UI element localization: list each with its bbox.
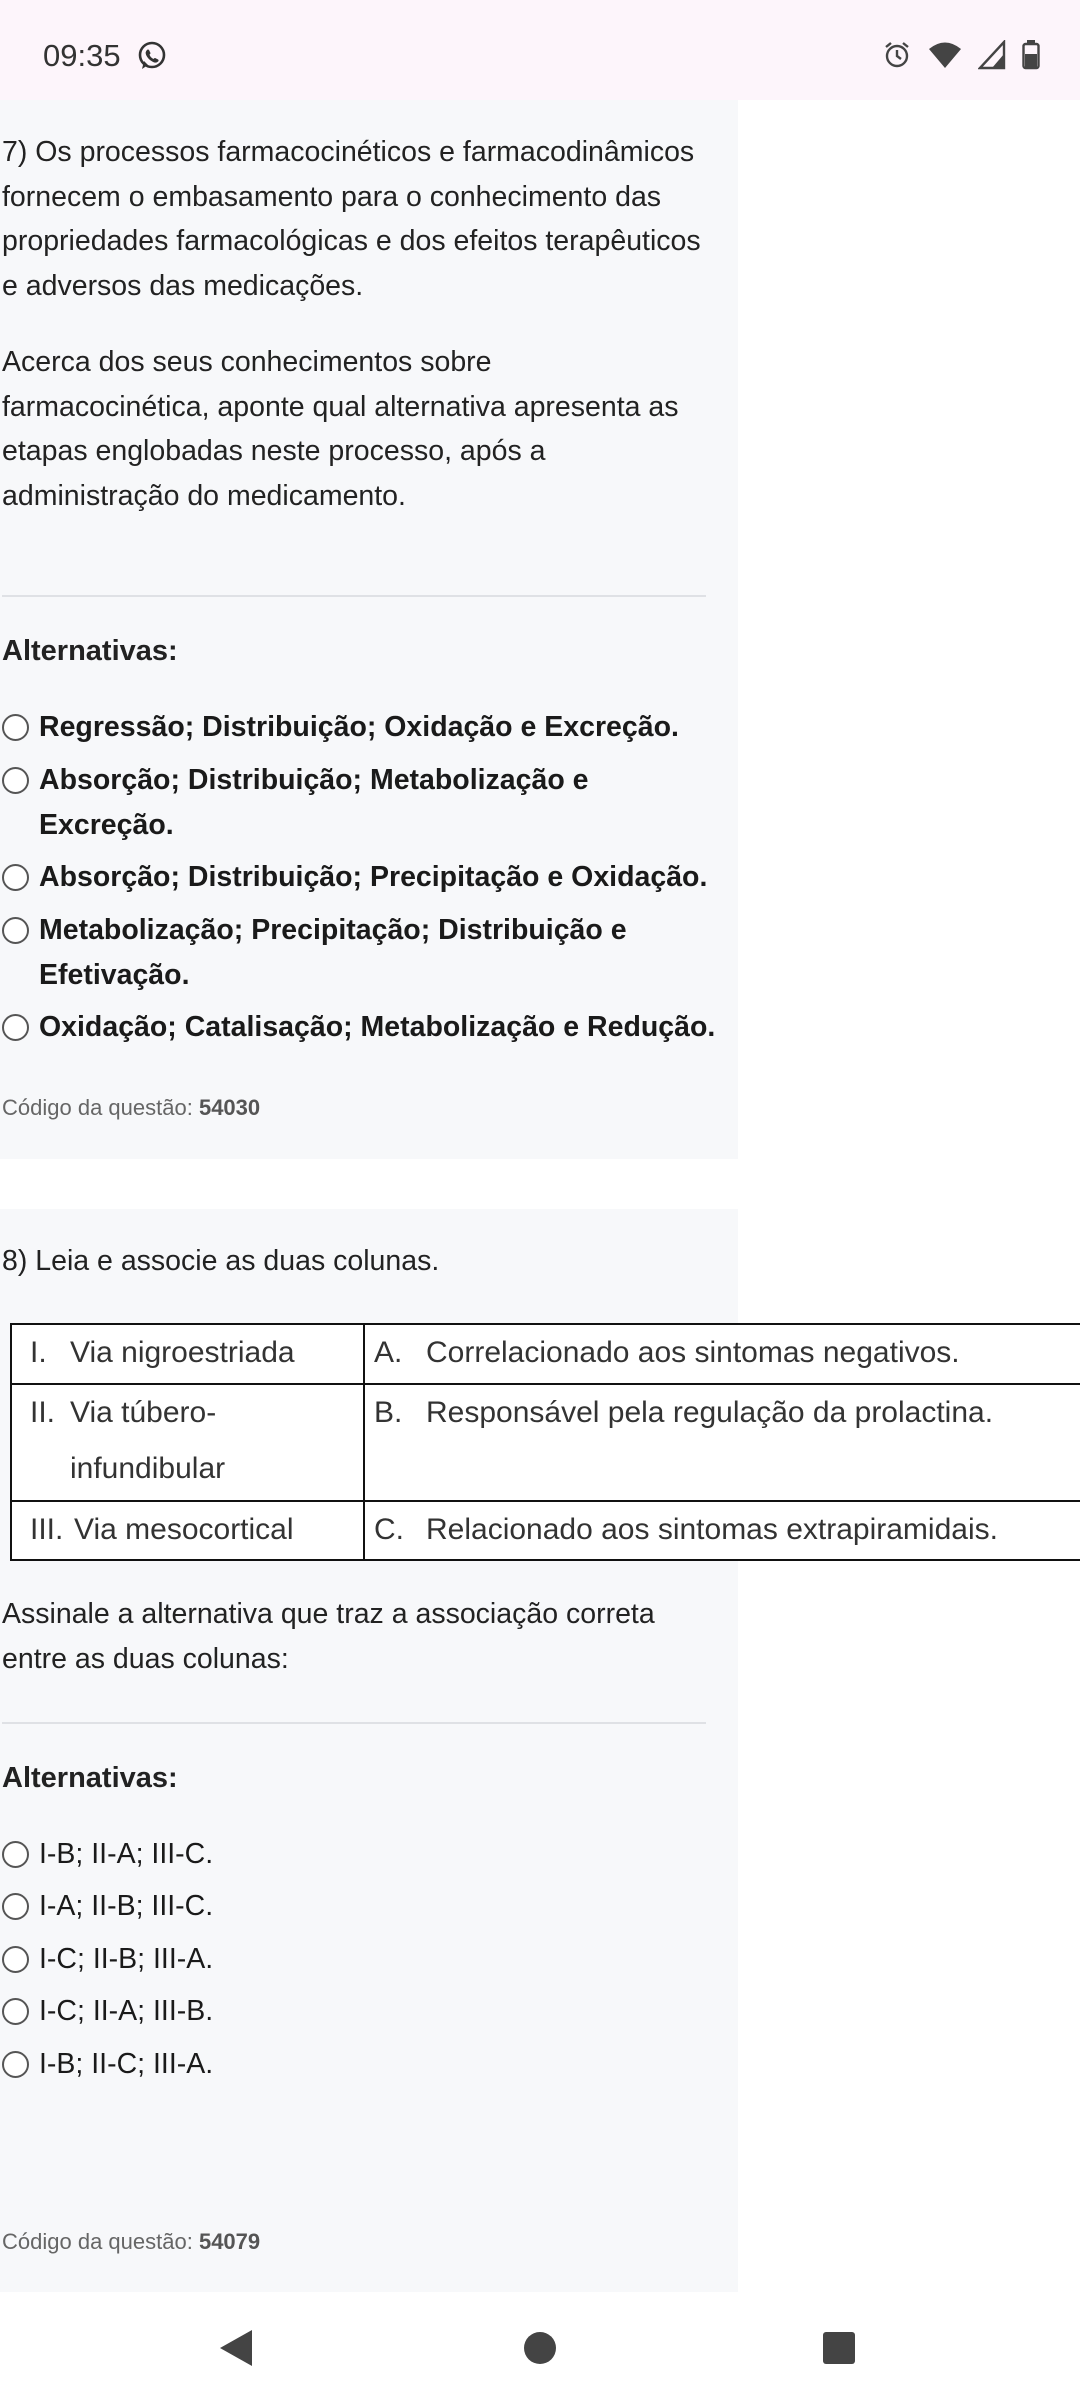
divider (2, 1722, 706, 1724)
home-icon[interactable] (522, 2330, 558, 2371)
page-content (0, 100, 1080, 2292)
option-label: Absorção; Distribuição; Metabolização e Excreção. (39, 764, 589, 841)
question-7-text: 7) Os processos farmacocinéticos e farmacodinâmicos fornecem o embasamento para o conhecimento das propriedades farmacológicas e dos efeitos terapêuticos e adversos das medicações. (2, 136, 701, 302)
right-cell-text: Relacionado aos sintomas extrapiramidais. (426, 1513, 998, 1546)
right-cell-letter: A. (374, 1336, 403, 1369)
right-cell-letter: C. (374, 1513, 404, 1546)
question-code-label: Código da questão: (2, 2229, 193, 2254)
option-7-a[interactable] (2, 705, 739, 750)
left-cell-num: III. (30, 1513, 64, 1546)
alternatives-title: Alternativas: (2, 1762, 178, 1794)
radio-button[interactable] (2, 917, 29, 944)
alternatives-title: Alternativas: (2, 635, 178, 667)
option-8-c[interactable] (2, 1937, 739, 1982)
option-7-d[interactable] (2, 908, 659, 998)
radio-button[interactable] (2, 1014, 29, 1041)
option-label: I-A; II-B; III-C. (39, 1890, 214, 1922)
option-8-e[interactable] (2, 2042, 739, 2087)
option-7-c[interactable] (2, 855, 739, 900)
navigation-bar (0, 2292, 1080, 2400)
whatsapp-icon (136, 40, 168, 77)
table-column-divider (363, 1325, 365, 1559)
left-cell-text: Via mesocortical (74, 1513, 294, 1546)
back-icon[interactable] (218, 2328, 256, 2373)
option-7-b[interactable] (2, 758, 599, 848)
question-8-prompt: Assinale a alternativa que traz a associação correta entre as duas colunas: (2, 1598, 655, 1675)
right-cell-text: Correlacionado aos sintomas negativos. (426, 1336, 960, 1369)
question-code-value: 54079 (198, 2229, 261, 2254)
left-cell-text: Via nigroestriada (70, 1336, 295, 1369)
option-label: Metabolização; Precipitação; Distribuição e Efetivação. (39, 914, 627, 991)
left-cell-num: I. (30, 1336, 47, 1369)
association-table (10, 1323, 1080, 1561)
question-8-text: 8) Leia e associe as duas colunas. (2, 1245, 440, 1277)
option-label: Absorção; Distribuição; Precipitação e Oxidação. (39, 861, 708, 893)
option-label: I-B; II-C; III-A. (39, 2048, 214, 2080)
radio-button[interactable] (2, 767, 29, 794)
option-8-a[interactable] (2, 1832, 739, 1877)
option-label: I-B; II-A; III-C. (39, 1838, 214, 1870)
radio-button[interactable] (2, 1841, 29, 1868)
radio-button[interactable] (2, 1946, 29, 1973)
radio-button[interactable] (2, 714, 29, 741)
left-cell-text: Via túbero- (70, 1396, 217, 1429)
divider (2, 595, 706, 597)
option-label: Regressão; Distribuição; Oxidação e Excreção. (39, 711, 679, 743)
option-label: I-C; II-B; III-A. (39, 1943, 214, 1975)
question-code-value: 54030 (198, 1095, 261, 1120)
wifi-icon (928, 40, 962, 75)
option-8-b[interactable] (2, 1884, 739, 1929)
radio-button[interactable] (2, 864, 29, 891)
signal-icon (978, 40, 1006, 75)
status-icons (882, 40, 1040, 75)
question-code (2, 1095, 260, 1121)
battery-icon (1022, 40, 1040, 75)
status-time: 09:35 (43, 38, 121, 73)
radio-button[interactable] (2, 2051, 29, 2078)
left-cell-text: infundibular (70, 1452, 226, 1485)
left-cell-num: II. (30, 1396, 56, 1429)
option-7-e[interactable] (2, 1005, 739, 1050)
radio-button[interactable] (2, 1893, 29, 1920)
question-code-label: Código da questão: (2, 1095, 193, 1120)
option-label: I-C; II-A; III-B. (39, 1995, 214, 2027)
status-bar (0, 0, 1080, 100)
option-label: Oxidação; Catalisação; Metabolização e Redução. (39, 1011, 716, 1043)
right-cell-text: Responsável pela regulação da prolactina. (426, 1396, 994, 1429)
alarm-icon (882, 40, 912, 75)
question-card-7 (0, 100, 738, 1159)
option-8-d[interactable] (2, 1989, 739, 2034)
question-7-prompt: Acerca dos seus conhecimentos sobre farmacocinética, aponte qual alternativa apresenta as etapas englobadas neste processo, após a administração do medicamento. (2, 346, 679, 512)
question-code (2, 2229, 260, 2255)
radio-button[interactable] (2, 1998, 29, 2025)
recents-icon[interactable] (822, 2331, 856, 2370)
right-cell-letter: B. (374, 1396, 403, 1429)
question-7-statement (2, 130, 702, 518)
